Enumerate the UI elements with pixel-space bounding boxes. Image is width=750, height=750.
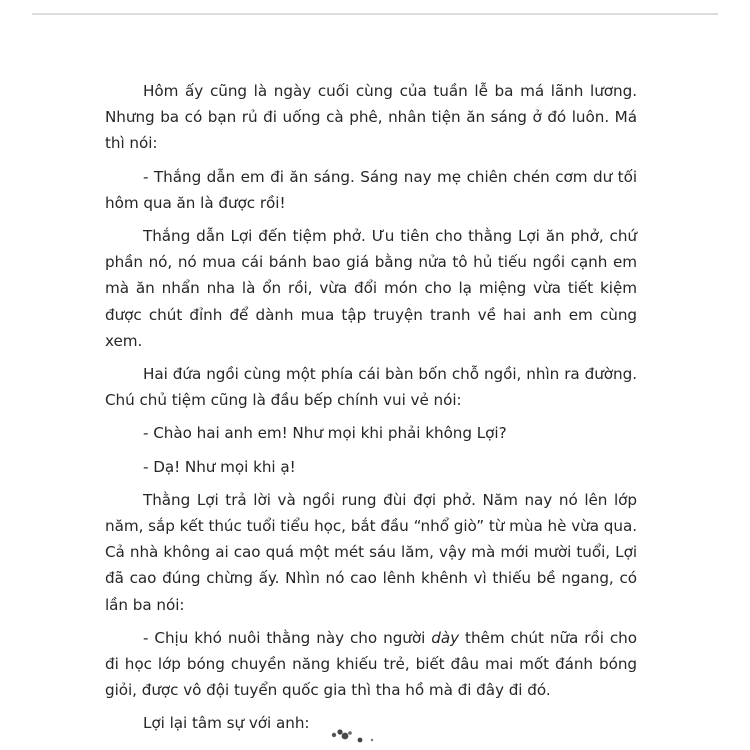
dialogue-line: - Thắng dẫn em đi ăn sáng. Sáng nay mẹ chiên chén cơm dư tối hôm qua ăn là được rồi! [105, 167, 637, 212]
paragraph: Hai đứa ngồi cùng một phía cái bàn bốn chỗ ngồi, nhìn ra đường. Chú chủ tiệm cũng là đầu bếp chính vui vẻ nói: [105, 365, 637, 410]
dialogue-line: - Chào hai anh em! Như mọi khi phải không Lợi? [143, 424, 507, 443]
quote-after: thêm chút nữa rồi cho đi học lớp bóng chuyền năng khiếu trẻ, biết đâu mai mốt đánh bóng giỏi, được vô đội tuyển quốc gia thì tha hồ mà đi đây đi đó. [105, 628, 637, 700]
closing-line: Lợi lại tâm sự với anh: [143, 714, 310, 733]
paragraph: Thắng dẫn Lợi đến tiệm phở. Ưu tiên cho thằng Lợi ăn phở, chứ phần nó, nó mua cái bánh bao giá bằng nửa tô hủ tiếu ngồi cạnh em mà ăn nhẩn nha là ổn rồi, vừa đổi món cho lạ miệng vừa tiết kiệm được chút đỉnh để dành mua tập truyện tranh về hai anh em cùng xem. [105, 227, 637, 350]
quote-before: - Chịu khó nuôi thằng này cho người [143, 628, 432, 647]
dialogue-line [105, 625, 637, 704]
paragraph: Thằng Lợi trả lời và ngồi rung đùi đợi phở. Năm nay nó lên lớp năm, sắp kết thúc tuổi tiểu học, bắt đầu “nhổ giò” từ mùa hè vừa qua. Cả nhà không ai cao quá một mét sáu lăm, vậy mà mới mười tuổi, Lợi đã cao đúng chừng ấy. Nhìn nó cao lênh khênh vì thiếu bề ngang, có lần ba nói: [105, 490, 637, 614]
body-text [105, 78, 637, 737]
decorative-ornament-icon [330, 726, 378, 746]
page-top-border [32, 13, 718, 15]
paragraph: Hôm ấy cũng là ngày cuối cùng của tuần lễ ba má lãnh lương. Nhưng ba có bạn rủ đi uống cà phê, nhân tiện ăn sáng ở đó luôn. Má thì nói: [105, 82, 637, 153]
quote-italic-word: dày [431, 628, 460, 647]
dialogue-line: - Dạ! Như mọi khi ạ! [143, 457, 296, 476]
